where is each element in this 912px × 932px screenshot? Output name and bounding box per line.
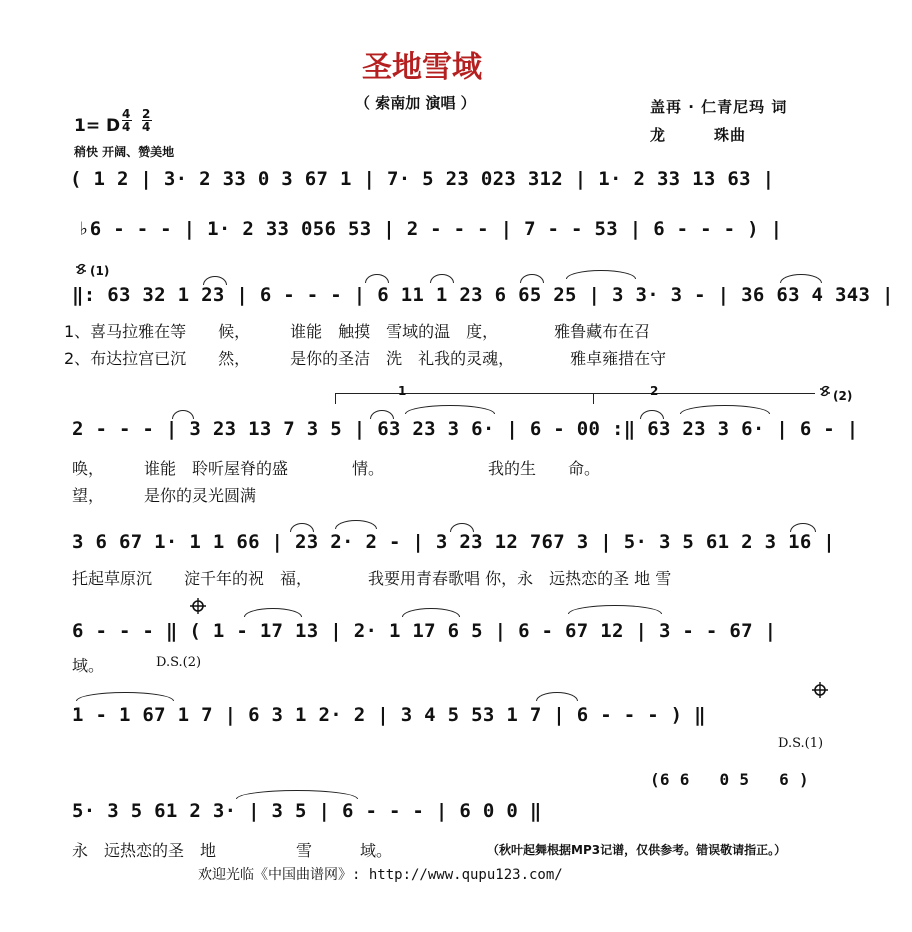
- score-line-2: ♭6 - - - | 1· 2 33 056 53 | 2 - - - | 7 - - 53 | 6 - - - ) |: [78, 218, 783, 240]
- score-line-5: 3 6 67 1· 1 1 66 | 23 2· 2 - | 3 23 12 767 3 | 5· 3 5 61 2 3 16 |: [72, 531, 836, 553]
- segno-icon: [74, 262, 88, 276]
- score-line-6: 6 - - - ‖ ( 1 - 17 13 | 2· 1 17 6 5 | 6 - 67 12 | 3 - - 67 |: [72, 620, 777, 642]
- key-signature: 1= D: [74, 116, 121, 136]
- footer-url: 欢迎光临《中国曲谱网》: http://www.qupu123.com/: [198, 867, 563, 883]
- slur: [680, 405, 770, 414]
- segno-label-2: (2): [833, 389, 853, 403]
- segno-label-1: (1): [90, 264, 110, 278]
- dal-segno-2: D.S.(2): [156, 655, 202, 670]
- slur: [536, 692, 578, 701]
- slur: [402, 608, 460, 617]
- tempo-marking: 稍快 开阔、赞美地: [74, 145, 175, 159]
- slur: [290, 523, 314, 532]
- song-title: 圣地雪域: [362, 50, 482, 85]
- slur: [568, 605, 662, 614]
- lyric-line-6: 域。: [72, 656, 105, 675]
- lyric-line-5: 托起草原沉 淀千年的祝 福， 我要用青春歌唱 你，永 远热恋的圣 地 雪: [72, 569, 672, 588]
- slur: [450, 523, 474, 532]
- slur: [430, 274, 454, 283]
- slur: [566, 270, 636, 279]
- coda-icon: [812, 682, 828, 698]
- lyricist-credit: 盖再 · 仁青尼玛 词: [650, 98, 788, 116]
- slur: [172, 410, 194, 419]
- slur: [370, 410, 394, 419]
- slur: [790, 523, 816, 532]
- lyric-line-8: 永 远热恋的圣 地 雪 域。: [72, 841, 393, 860]
- lyric-line-3-verse-2: 2、布达拉宫已沉 然， 是你的圣洁 洗 礼我的灵魂， 雅卓雍措在守: [64, 349, 667, 368]
- slur: [405, 405, 495, 414]
- first-ending-label: 1: [398, 384, 407, 398]
- slur: [244, 608, 302, 617]
- score-line-8: 5· 3 5 61 2 3· | 3 5 | 6 - - - | 6 0 0 ‖: [72, 800, 542, 822]
- dal-segno-1: D.S.(1): [778, 736, 824, 751]
- slur: [780, 274, 822, 283]
- slur: [236, 790, 358, 799]
- lyric-line-4-verse-1: 唤， 谁能 聆听屋脊的盛 情。 我的生 命。: [72, 459, 601, 478]
- slur: [76, 692, 174, 701]
- second-ending-bracket: [593, 393, 815, 394]
- slur: [335, 520, 377, 529]
- lyric-line-3-verse-1: 1、喜马拉雅在等 候， 谁能 触摸 雪域的温 度， 雅鲁藏布在召: [64, 322, 651, 341]
- score-line-4: 2 - - - | 3 23 13 7 3 5 | 63 23 3 6· | 6 - 00 :‖ 63 23 3 6· | 6 - |: [72, 418, 859, 440]
- coda-upper-line: (6 6 0 5 6 ): [650, 770, 809, 789]
- slur: [365, 274, 389, 283]
- slur: [640, 410, 664, 419]
- coda-icon: [190, 598, 206, 614]
- segno-icon: [818, 384, 832, 398]
- second-ending-label: 2: [650, 384, 659, 398]
- first-ending-bracket: [335, 393, 593, 394]
- score-line-7: 1 - 1 67 1 7 | 6 3 1 2· 2 | 3 4 5 53 1 7 | 6 - - - ) ‖: [72, 704, 706, 726]
- singer-credit: （ 索南加 演唱 ）: [355, 94, 476, 112]
- score-line-3: ‖: 63 32 1 23 | 6 - - - | 6 11 1 23 6 65 25 | 3 3· 3 - | 36 63 4 343 |: [72, 284, 894, 306]
- score-line-1: ( 1 2 | 3· 2 33 0 3 67 1 | 7· 5 23 023 312 | 1· 2 33 13 63 |: [70, 168, 775, 190]
- lyric-line-4-verse-2: 望， 是你的灵光圆满: [72, 486, 257, 505]
- slur: [520, 274, 544, 283]
- slur: [203, 276, 227, 285]
- time-signature: 4 4 2 4: [122, 107, 151, 134]
- composer-credit: 龙 珠曲: [650, 126, 747, 144]
- transcriber-note: （秋叶起舞根据MP3记谱，仅供参考。错误敬请指正。）: [487, 843, 787, 857]
